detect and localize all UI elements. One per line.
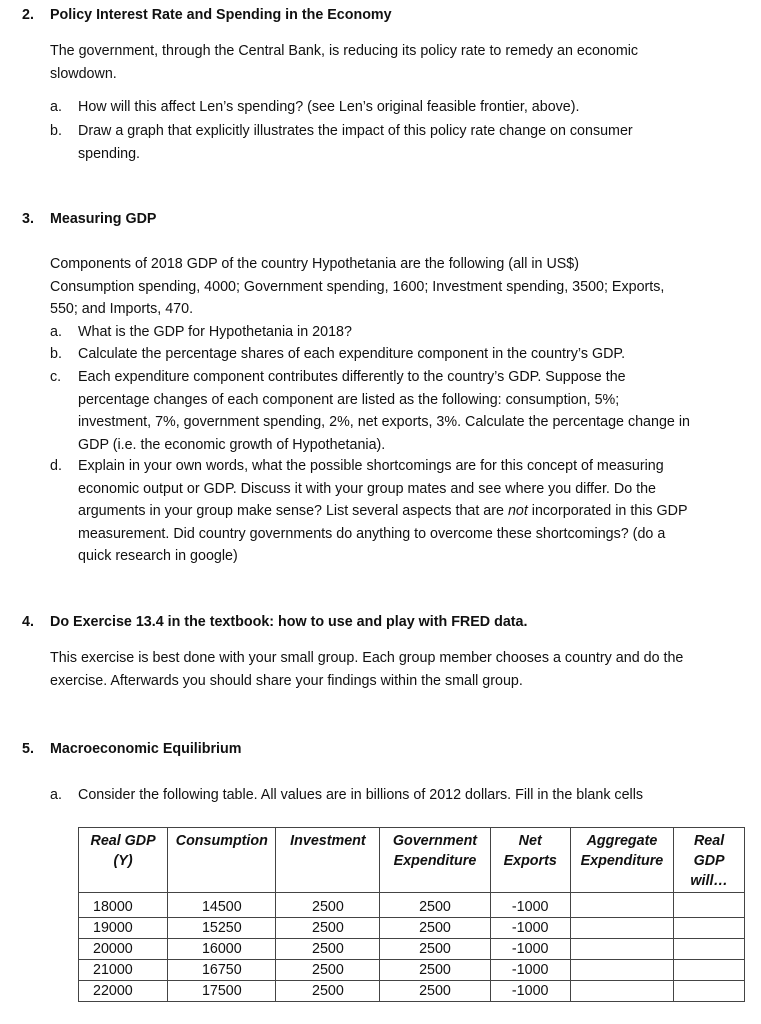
cell-government-expenditure: 2500 — [380, 960, 490, 981]
cell-investment: 2500 — [276, 893, 380, 918]
q5-a-text: Consider the following table. All values are in billions of 2012 dollars. Fill in the blank cells — [78, 787, 644, 803]
q3-b-marker: b. — [50, 346, 62, 362]
cell-aggregate-expenditure[interactable] — [570, 939, 673, 960]
q3-a-text: What is the GDP for Hypothetania in 2018? — [78, 324, 352, 340]
q5-a-marker: a. — [50, 787, 62, 803]
q2-a-text: How will this affect Len’s spending? (see Len’s original feasible frontier, above). — [78, 99, 580, 115]
header-text: Aggregate — [586, 833, 658, 849]
cell-investment: 2500 — [276, 918, 380, 939]
q3-c-marker: c. — [50, 369, 62, 385]
table-row — [79, 939, 745, 960]
header-text: Government — [392, 833, 478, 849]
q2-b-line1: Draw a graph that explicitly illustrates the impact of this policy rate change on consumer — [78, 123, 633, 139]
q3-number: 3. — [22, 211, 34, 227]
header-investment — [276, 828, 380, 893]
q3-a-marker: a. — [50, 324, 62, 340]
table-row — [79, 893, 745, 918]
q2-title: Policy Interest Rate and Spending in the Economy — [50, 7, 392, 23]
q3-title: Measuring GDP — [50, 211, 157, 227]
cell-consumption: 14500 — [168, 893, 276, 918]
cell-government-expenditure: 2500 — [380, 981, 490, 1002]
table-row — [79, 981, 745, 1002]
header-text: Net — [518, 833, 542, 849]
cell-consumption: 16000 — [168, 939, 276, 960]
table-row — [79, 918, 745, 939]
q3-d-line1: Explain in your own words, what the possible shortcomings are for this concept of measuring — [78, 458, 664, 474]
header-consumption — [168, 828, 276, 893]
cell-real-gdp: 20000 — [79, 939, 168, 960]
table-header-row — [79, 828, 745, 893]
header-text: Exports — [503, 853, 557, 869]
cell-real-gdp: 18000 — [79, 893, 168, 918]
cell-real-gdp-will[interactable] — [674, 939, 745, 960]
q3-intro-line2: Consumption spending, 4000; Government spending, 1600; Investment spending, 3500; Exports, — [50, 279, 665, 295]
header-text: Consumption — [175, 833, 268, 849]
q3-b-text: Calculate the percentage shares of each expenditure component in the country’s GDP. — [78, 346, 626, 362]
q3-c-line4: GDP (i.e. the economic growth of Hypothetania). — [78, 436, 386, 453]
q4-line1: This exercise is best done with your small group. Each group member chooses a country and do the — [50, 650, 684, 666]
header-net-exports — [490, 828, 570, 893]
header-text: GDP — [693, 853, 725, 869]
q3-d-marker: d. — [50, 458, 62, 474]
cell-consumption: 17500 — [168, 981, 276, 1002]
cell-net-exports: -1000 — [490, 960, 570, 981]
cell-investment: 2500 — [276, 960, 380, 981]
q3-d-line3 — [78, 500, 688, 523]
cell-net-exports: -1000 — [490, 893, 570, 918]
header-text: (Y) — [113, 853, 133, 869]
q3-intro-line1: Components of 2018 GDP of the country Hypothetania are the following (all in US$) — [50, 256, 580, 272]
cell-net-exports: -1000 — [490, 981, 570, 1002]
header-aggregate-expenditure — [570, 828, 673, 893]
macro-equilibrium-table — [78, 827, 745, 1002]
header-real-gdp-will — [674, 828, 745, 893]
q3-d-line3-start: arguments in your group make sense? List several aspects that are — [78, 503, 508, 519]
cell-real-gdp-will[interactable] — [674, 960, 745, 981]
q4-title: Do Exercise 13.4 in the textbook: how to use and play with FRED data. — [50, 614, 528, 630]
q5-number: 5. — [22, 741, 34, 757]
q2-b-line2: spending. — [78, 145, 141, 162]
cell-consumption: 15250 — [168, 918, 276, 939]
header-text: Real — [693, 833, 725, 849]
header-text: Expenditure — [393, 853, 477, 869]
cell-investment: 2500 — [276, 981, 380, 1002]
cell-consumption: 16750 — [168, 960, 276, 981]
q3-d-line5: quick research in google) — [78, 548, 238, 564]
header-real-gdp — [79, 828, 168, 893]
cell-real-gdp: 22000 — [79, 981, 168, 1002]
cell-government-expenditure: 2500 — [380, 939, 490, 960]
cell-aggregate-expenditure[interactable] — [570, 960, 673, 981]
cell-aggregate-expenditure[interactable] — [570, 893, 673, 918]
header-text: Expenditure — [580, 853, 664, 869]
table-row — [79, 960, 745, 981]
cell-real-gdp: 19000 — [79, 918, 168, 939]
q3-d-line3-end: incorporated in this GDP — [527, 503, 688, 519]
q3-d-line2: economic output or GDP. Discuss it with your group mates and see where you differ. Do the — [78, 480, 656, 497]
cell-aggregate-expenditure[interactable] — [570, 981, 673, 1002]
q2-intro-line2: slowdown. — [50, 66, 117, 82]
q2-a-marker: a. — [50, 99, 62, 115]
q4-number: 4. — [22, 614, 34, 630]
q5-title: Macroeconomic Equilibrium — [50, 741, 242, 757]
header-text: Real GDP — [90, 833, 156, 849]
q3-c-line1: Each expenditure component contributes differently to the country’s GDP. Suppose the — [78, 369, 626, 385]
q2-b-marker: b. — [50, 123, 62, 139]
cell-net-exports: -1000 — [490, 918, 570, 939]
cell-aggregate-expenditure[interactable] — [570, 918, 673, 939]
q3-intro-line3: 550; and Imports, 470. — [50, 301, 194, 317]
cell-real-gdp-will[interactable] — [674, 981, 745, 1002]
cell-real-gdp-will[interactable] — [674, 918, 745, 939]
cell-real-gdp-will[interactable] — [674, 893, 745, 918]
header-text: Investment — [290, 833, 366, 849]
cell-government-expenditure: 2500 — [380, 893, 490, 918]
q3-d-line4: measurement. Did country governments do anything to overcome these shortcomings? (do a — [78, 525, 666, 542]
cell-net-exports: -1000 — [490, 939, 570, 960]
q3-c-line3: investment, 7%, government spending, 2%, net exports, 3%. Calculate the percentage change in — [78, 414, 690, 430]
cell-investment: 2500 — [276, 939, 380, 960]
cell-real-gdp: 21000 — [79, 960, 168, 981]
q2-intro-line1: The government, through the Central Bank, is reducing its policy rate to remedy an economic — [50, 43, 639, 59]
header-government-expenditure — [380, 828, 490, 893]
cell-government-expenditure: 2500 — [380, 918, 490, 939]
header-text: will… — [690, 873, 728, 889]
q4-line2: exercise. Afterwards you should share your findings within the small group. — [50, 673, 523, 689]
q3-c-line2: percentage changes of each component are listed as the following: consumption, 5%; — [78, 391, 620, 408]
q2-number: 2. — [22, 7, 34, 23]
q3-d-line3-emphasis: not — [507, 503, 528, 519]
